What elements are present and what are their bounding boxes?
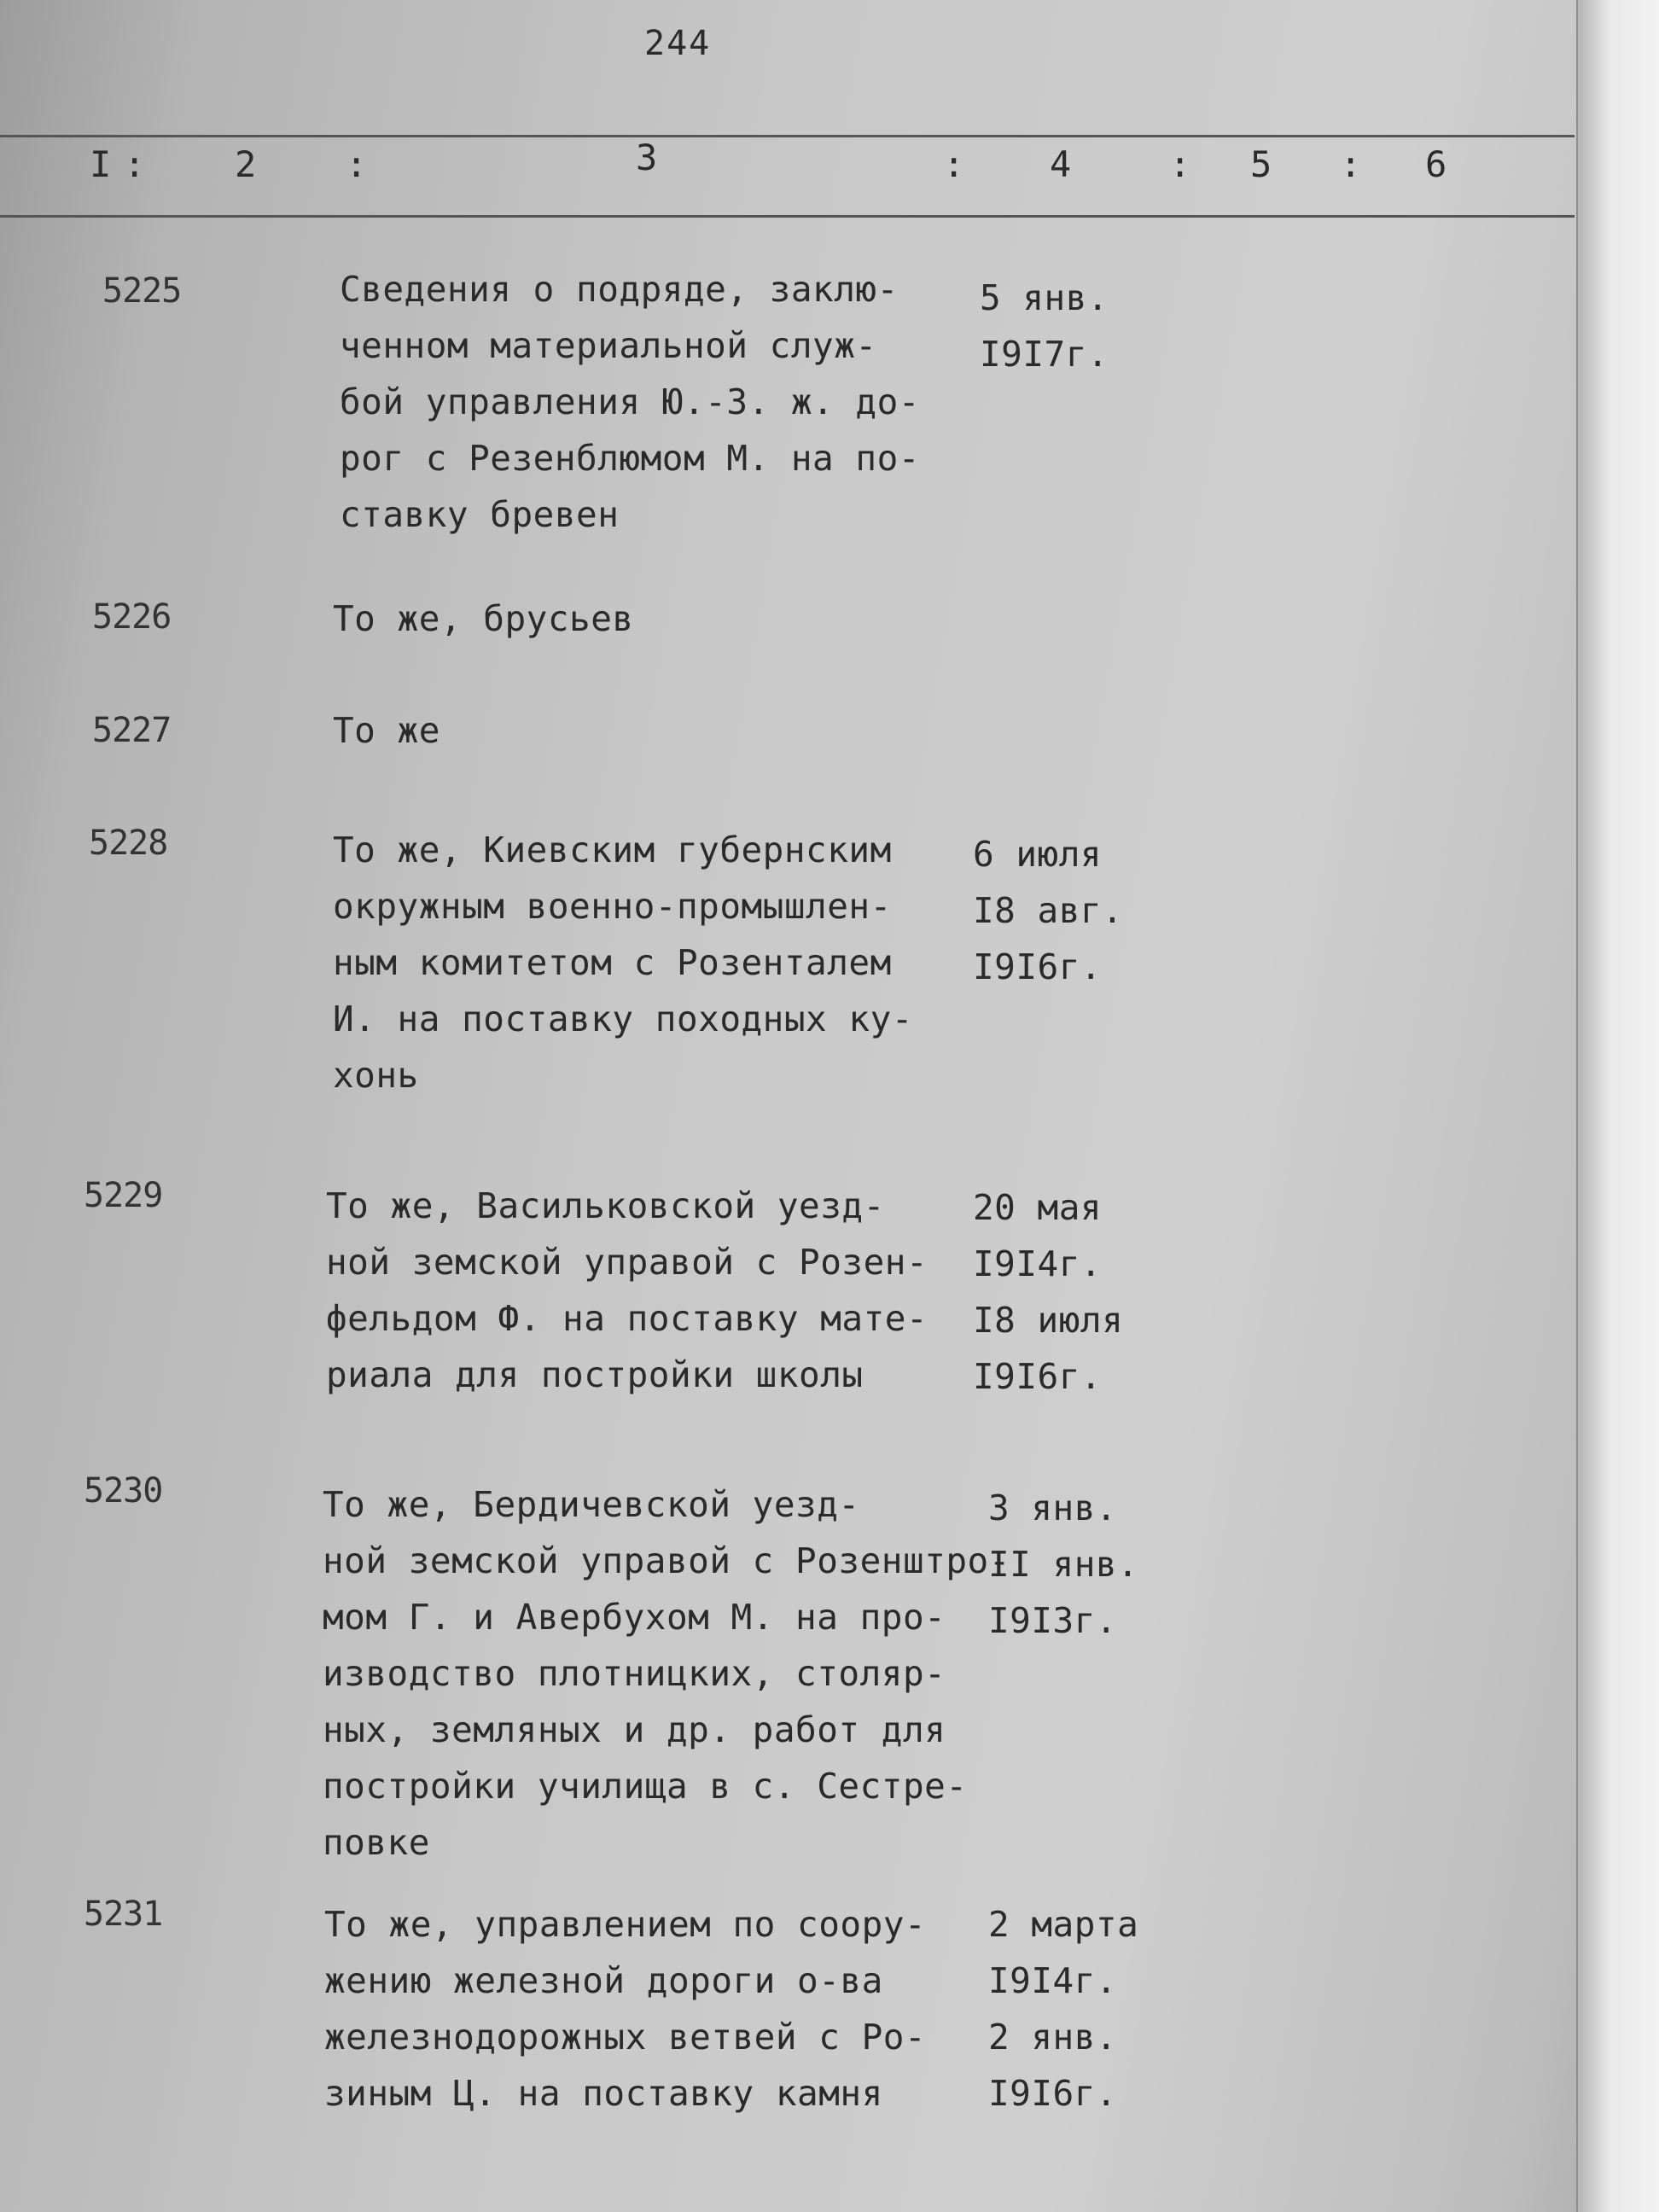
column-separator: : (1169, 143, 1191, 185)
entry-dates: 6 июля I8 авг. I9I6г. (973, 834, 1124, 987)
column-header-3: 3 (636, 137, 658, 178)
entry-dates: 5 янв. I9I7г. (980, 277, 1109, 375)
column-header-2: 2 (235, 143, 257, 185)
entry-number: 5226 (92, 597, 172, 637)
entry-description: Сведения о подряде, заклю- ченном материальной служ- бой управления Ю.-З. ж. до- рог с Резенблюмом М. на по- ставку бревен (340, 269, 920, 535)
entry-number: 5227 (92, 711, 172, 750)
entry-description: То же (333, 710, 440, 751)
entry-dates: 3 янв. II янв. I9I3г. (988, 1487, 1139, 1641)
entry-description: То же, брусьев (333, 598, 634, 639)
column-separator: : (124, 143, 146, 185)
column-header-6: 6 (1425, 143, 1447, 185)
entry-number: 5229 (84, 1176, 163, 1215)
header-bottom-rule (0, 215, 1575, 218)
entry-description: То же, управлением по соору- жению железной дороги о-ва железнодорожных ветвей с Ро- зиным Ц. на поставку камня (324, 1904, 927, 2114)
column-separator: : (346, 143, 368, 185)
entry-dates: 2 марта I9I4г. 2 янв. I9I6г. (988, 1904, 1139, 2114)
page-edge (1576, 0, 1659, 2212)
entry-dates: 20 мая I9I4г. I8 июля I9I6г. (973, 1187, 1124, 1397)
entry-number: 5230 (84, 1471, 163, 1511)
entry-description: То же, Бердичевской уезд- ной земской управой с Розенштро- мом Г. и Авербухом М. на про- изводство плотницких, столяр- ных, земляных и др. работ для постройки училища в с. Сестре- повке (323, 1484, 1010, 1863)
entry-number: 5231 (84, 1895, 163, 1934)
column-separator: : (943, 143, 965, 185)
entry-number: 5228 (89, 824, 168, 863)
column-header-5: 5 (1250, 143, 1272, 185)
entry-number: 5225 (102, 271, 182, 311)
entry-description: То же, Васильковской уезд- ной земской управой с Розен- фельдом Ф. на поставку мате- риала для постройки школы (326, 1185, 928, 1395)
column-header-1: I (90, 143, 112, 185)
column-separator: : (1340, 143, 1362, 185)
column-header-4: 4 (1050, 143, 1072, 185)
entry-description: То же, Киевским губернским окружным военно-промышлен- ным комитетом с Розенталем И. на поставку походных ку- хонь (333, 830, 913, 1096)
page-number: 244 (644, 24, 712, 63)
header-top-rule (0, 135, 1575, 137)
